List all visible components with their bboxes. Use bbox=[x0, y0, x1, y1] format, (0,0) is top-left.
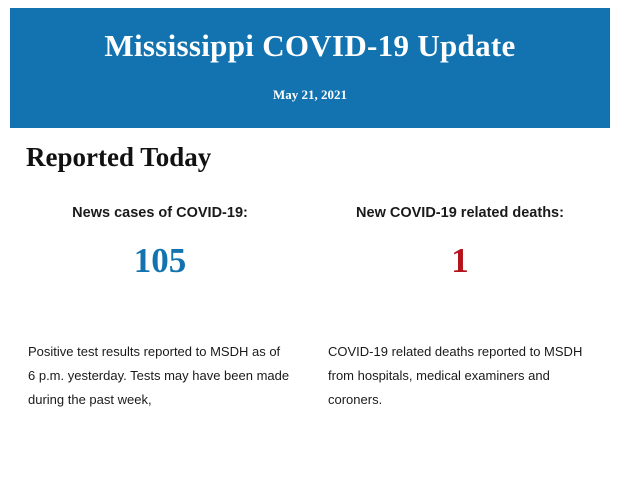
stat-deaths-value: 1 bbox=[451, 241, 469, 280]
stat-cases-label: News cases of COVID-19: bbox=[72, 205, 248, 221]
header-banner bbox=[10, 8, 610, 128]
page-title: Mississippi COVID-19 Update bbox=[104, 28, 516, 63]
descriptions-row bbox=[10, 340, 610, 412]
stat-deaths-label: New COVID-19 related deaths: bbox=[356, 205, 564, 221]
stat-deaths bbox=[310, 205, 610, 281]
stat-deaths-description: COVID-19 related deaths reported to MSDH from hospitals, medical examiners and coroners. bbox=[328, 344, 583, 407]
stat-cases bbox=[10, 205, 310, 281]
stats-row bbox=[10, 205, 610, 281]
stat-deaths-description-column bbox=[310, 340, 610, 412]
stat-cases-description: Positive test results reported to MSDH as of 6 p.m. yesterday. Tests may have been made during the past week, bbox=[28, 344, 290, 407]
section-heading: Reported Today bbox=[26, 142, 212, 172]
stat-cases-value: 105 bbox=[133, 241, 187, 280]
stat-cases-description-column bbox=[10, 340, 310, 412]
report-date: May 21, 2021 bbox=[272, 87, 348, 102]
